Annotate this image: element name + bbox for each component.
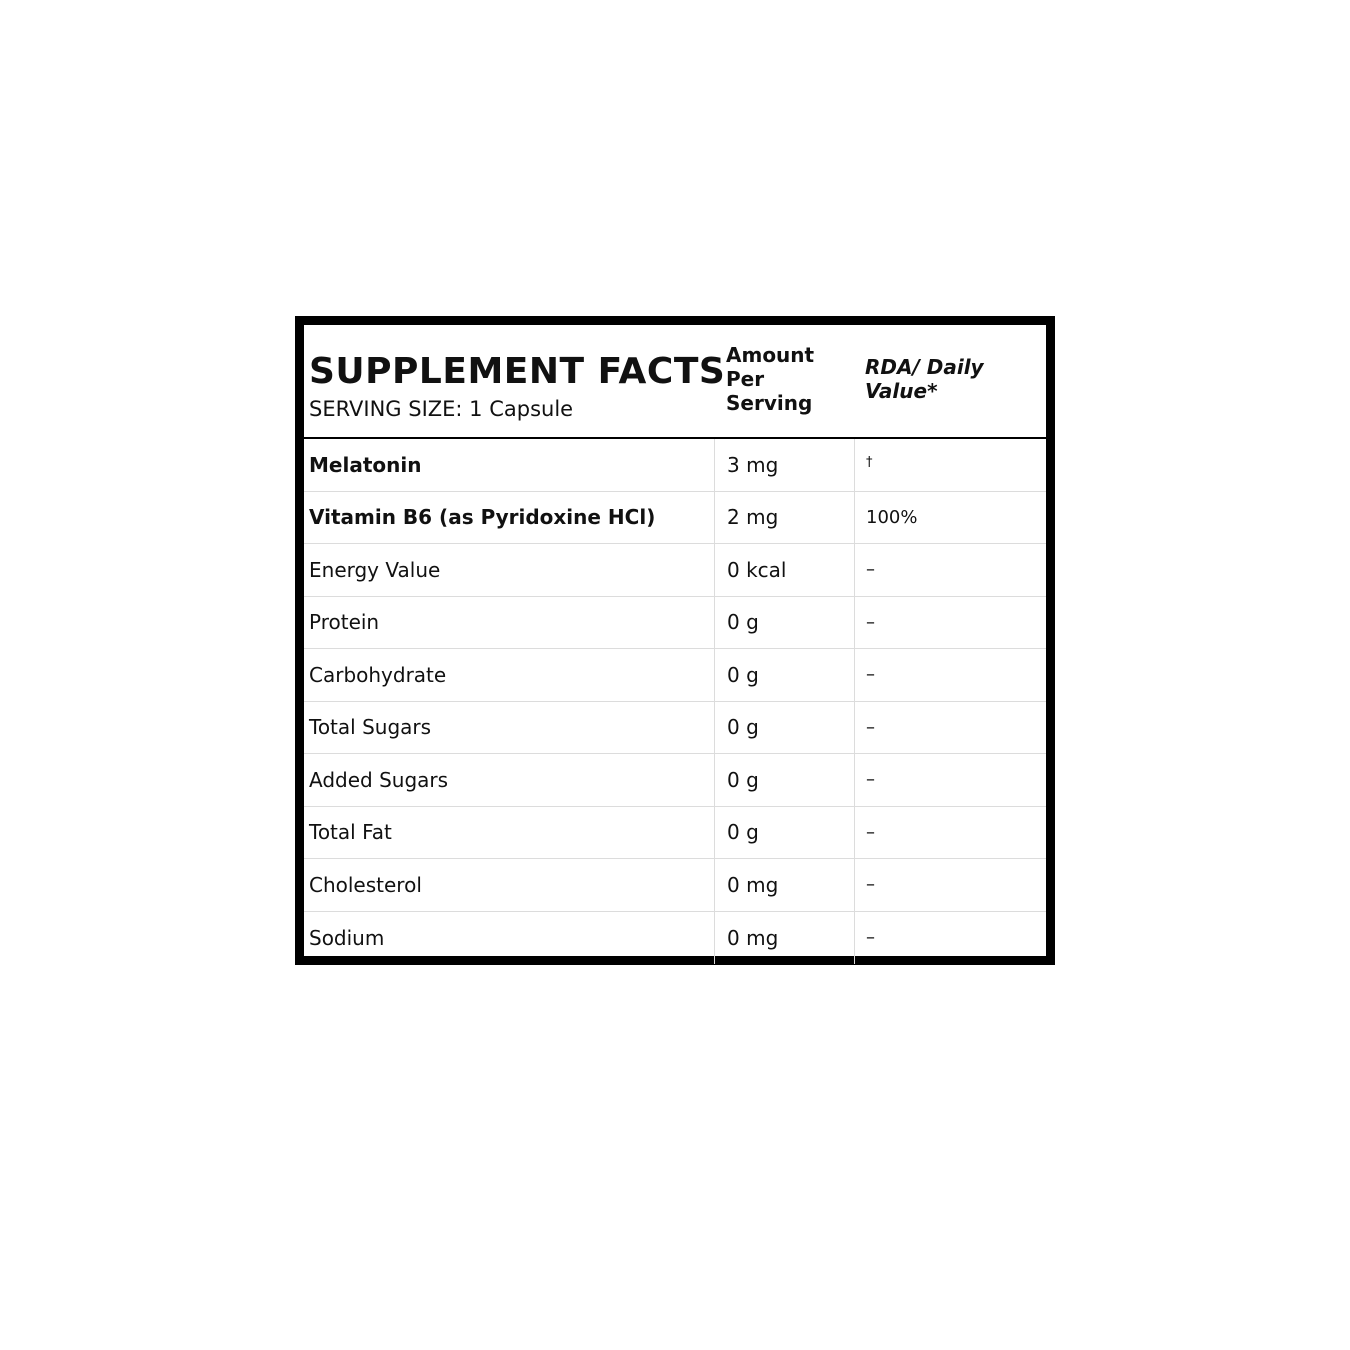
nutrient-rows — [304, 439, 1046, 964]
amount-heading-line: Per — [726, 367, 765, 391]
supplement-facts-panel — [295, 316, 1055, 965]
nutrient-amount: 0 g — [714, 649, 854, 701]
nutrient-row — [304, 492, 1046, 545]
nutrient-row — [304, 859, 1046, 912]
nutrient-amount: 0 g — [714, 807, 854, 859]
serving-size: SERVING SIZE: 1 Capsule — [309, 397, 574, 421]
nutrient-name: Vitamin B6 (as Pyridoxine HCl) — [309, 505, 656, 530]
nutrient-name: Energy Value — [309, 557, 441, 582]
nutrient-daily-value: – — [854, 649, 1046, 701]
nutrient-name: Total Fat — [309, 820, 392, 845]
nutrient-name: Cholesterol — [309, 872, 422, 897]
amount-heading-line: Amount — [726, 343, 815, 367]
nutrient-name: Total Sugars — [309, 715, 432, 740]
nutrient-amount: 0 g — [714, 754, 854, 806]
nutrient-amount: 3 mg — [714, 439, 854, 491]
nutrient-name: Carbohydrate — [309, 662, 447, 687]
nutrient-daily-value: † — [854, 439, 1046, 491]
nutrient-name: Added Sugars — [309, 767, 449, 792]
nutrient-row — [304, 912, 1046, 965]
nutrient-row — [304, 544, 1046, 597]
amount-per-serving-heading — [726, 343, 846, 415]
nutrient-daily-value: – — [854, 859, 1046, 911]
nutrient-row — [304, 439, 1046, 492]
nutrient-amount: 0 kcal — [714, 544, 854, 596]
nutrient-amount: 0 g — [714, 702, 854, 754]
nutrient-amount: 0 g — [714, 597, 854, 649]
nutrient-amount: 2 mg — [714, 492, 854, 544]
nutrient-row — [304, 649, 1046, 702]
nutrient-daily-value: – — [854, 597, 1046, 649]
nutrient-daily-value: 100% — [854, 492, 1046, 544]
facts-header — [304, 325, 1046, 439]
nutrient-row — [304, 807, 1046, 860]
nutrient-daily-value: – — [854, 544, 1046, 596]
facts-title: SUPPLEMENT FACTS — [309, 351, 726, 392]
nutrient-daily-value: – — [854, 807, 1046, 859]
amount-heading-line: Serving — [726, 391, 813, 415]
nutrient-daily-value: – — [854, 912, 1046, 965]
nutrient-amount: 0 mg — [714, 912, 854, 965]
nutrient-daily-value: – — [854, 702, 1046, 754]
nutrient-daily-value: – — [854, 754, 1046, 806]
nutrient-row — [304, 597, 1046, 650]
nutrient-amount: 0 mg — [714, 859, 854, 911]
nutrient-name: Melatonin — [309, 452, 422, 477]
nutrient-row — [304, 702, 1046, 755]
nutrient-name: Protein — [309, 610, 380, 635]
rda-daily-value-heading: RDA/ Daily Value* — [865, 355, 984, 403]
nutrient-row — [304, 754, 1046, 807]
nutrient-name: Sodium — [309, 925, 385, 950]
